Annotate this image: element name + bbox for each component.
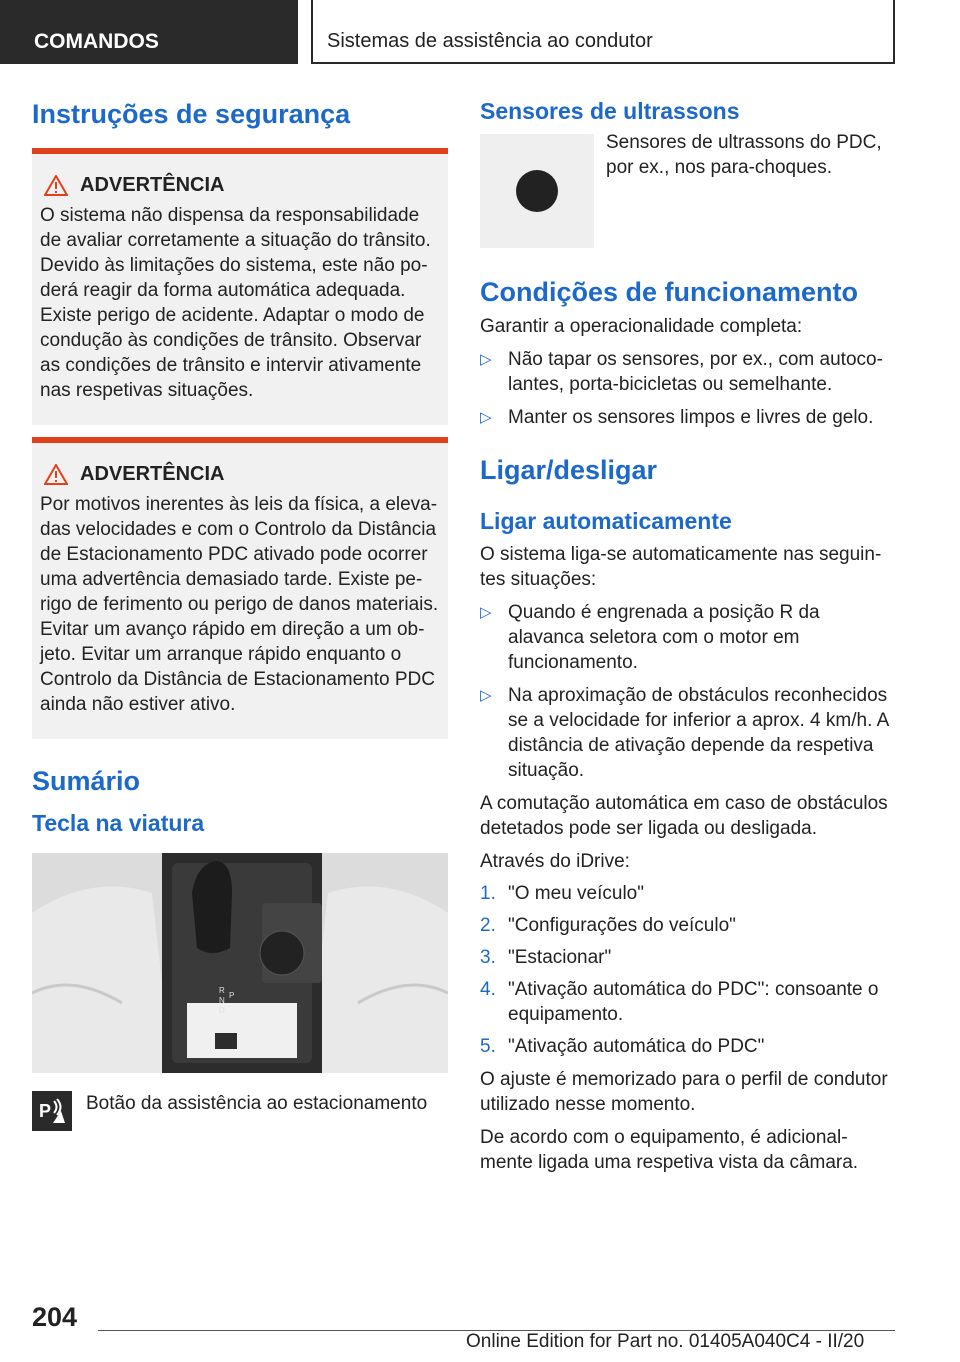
gear-label: R bbox=[219, 986, 225, 996]
auto-list bbox=[480, 600, 898, 783]
bullet-icon: ▷ bbox=[480, 408, 492, 426]
left-column bbox=[32, 98, 448, 1131]
idrive-steps bbox=[480, 881, 898, 1059]
sensor-dot bbox=[516, 170, 558, 212]
warning-box-1 bbox=[32, 148, 448, 425]
bullet-icon: ▷ bbox=[480, 603, 492, 621]
step-item: 3. "Estacionar" bbox=[480, 946, 612, 968]
gear-label: P bbox=[229, 991, 235, 1001]
sensor-image bbox=[480, 134, 594, 248]
list-item: ▷ Manter os sensores limpos e livres de gelo. bbox=[480, 406, 874, 428]
conditions-title: Condições de funcionamento bbox=[480, 276, 859, 307]
photo-caption bbox=[32, 1091, 448, 1131]
switch-text: A comutação automática em caso de obstáculos detetados pode ser ligada ou desligada. bbox=[480, 792, 888, 839]
sensors-text: Sensores de ultrassons do PDC, por ex., nos para-choques. bbox=[606, 131, 882, 178]
section-tab bbox=[0, 0, 298, 64]
onoff-title: Ligar/desligar bbox=[480, 454, 658, 485]
idrive-text: Através do iDrive: bbox=[480, 850, 630, 872]
warning-label: ADVERTÊNCIA bbox=[80, 463, 225, 486]
gear-label: N bbox=[219, 996, 225, 1006]
step-item: 2. "Configurações do veículo" bbox=[480, 914, 736, 936]
sensors-title: Sensores de ultrassons bbox=[480, 98, 740, 124]
section-title: COMANDOS bbox=[34, 30, 159, 53]
auto-title: Ligar automaticamente bbox=[480, 508, 732, 535]
center-console-image bbox=[32, 853, 448, 1073]
gear-label: D bbox=[219, 1006, 225, 1016]
summary-title: Sumário bbox=[32, 766, 141, 797]
sensor-figure bbox=[480, 131, 898, 248]
warning-heading bbox=[40, 463, 440, 486]
warning-text: O sistema não dispensa da responsabilidade de avaliar corretamente a situação do trânsito. Devido às limitações do sistema, este não po-derá reagir da forma automática adequada. Existe perigo de acidente. Adaptar o modo de condução às condições de trânsito. Observar as condições de trânsito e intervir ativamente nas respetivas situações. bbox=[40, 205, 431, 402]
bullet-icon: ▷ bbox=[480, 686, 492, 704]
conditions-intro: Garantir a operacionalidade completa: bbox=[480, 315, 803, 337]
list-item: ▷ Não tapar os sensores, por ex., com autoco-lantes, porta-bicicletas ou semelhante. bbox=[480, 348, 883, 395]
safety-title: Instruções de segurança bbox=[32, 99, 351, 129]
warning-box-2 bbox=[32, 437, 448, 739]
list-item: ▷ Na aproximação de obstáculos reconhecidos se a velocidade for inferior a aprox. 4 km/h. A distância de ativação depende da respetiva situação. bbox=[480, 684, 889, 781]
park-assist-icon bbox=[32, 1091, 72, 1131]
button-subtitle: Tecla na viatura bbox=[32, 809, 205, 836]
warning-text: Por motivos inerentes às leis da física, a eleva-das velocidades e com o Controlo da Distância de Estacionamento PDC ativado pode ocorrer uma advertência demasiado tarde. Existe pe-rigo de ferimento ou perigo de danos materiais. Evitar um avanço rápido em direção a um ob-jeto. Evitar um arranque rápido enquanto o Controlo da Distância de Estacionamento PDC ainda não estiver ativo. bbox=[40, 494, 439, 716]
list-item: ▷ Quando é engrenada a posição R da alavanca seletora com o motor em funcionamento. bbox=[480, 601, 820, 673]
step-item: 1. "O meu veículo" bbox=[480, 882, 644, 904]
auto-intro: O sistema liga-se automaticamente nas seguin-tes situações: bbox=[480, 543, 882, 590]
chapter-title: Sistemas de assistência ao condutor bbox=[327, 30, 653, 52]
step-item: 5. "Ativação automática do PDC" bbox=[480, 1035, 765, 1057]
page-number: 204 bbox=[32, 1302, 78, 1332]
svg-text:P: P bbox=[39, 1101, 52, 1122]
warning-icon bbox=[44, 464, 68, 485]
right-column bbox=[480, 98, 898, 1175]
warning-label: ADVERTÊNCIA bbox=[80, 174, 225, 197]
conditions-list bbox=[480, 347, 898, 430]
chapter-tab bbox=[311, 0, 895, 64]
memo-text: O ajuste é memorizado para o perfil de condutor utilizado nesse momento. bbox=[480, 1068, 888, 1115]
center-console-photo bbox=[32, 853, 448, 1073]
warning-heading bbox=[40, 174, 440, 197]
edition-text: Online Edition for Part no. 01405A040C4 - II/20 bbox=[466, 1331, 865, 1352]
warning-icon bbox=[44, 175, 68, 196]
caption-text: Botão da assistência ao estacionamento bbox=[86, 1093, 428, 1115]
bullet-icon: ▷ bbox=[480, 350, 492, 368]
extra-text: De acordo com o equipamento, é adicional-mente ligada uma respetiva vista da câmara. bbox=[480, 1126, 859, 1173]
step-item: 4. "Ativação automática do PDC": consoante o equipamento. bbox=[480, 978, 879, 1025]
